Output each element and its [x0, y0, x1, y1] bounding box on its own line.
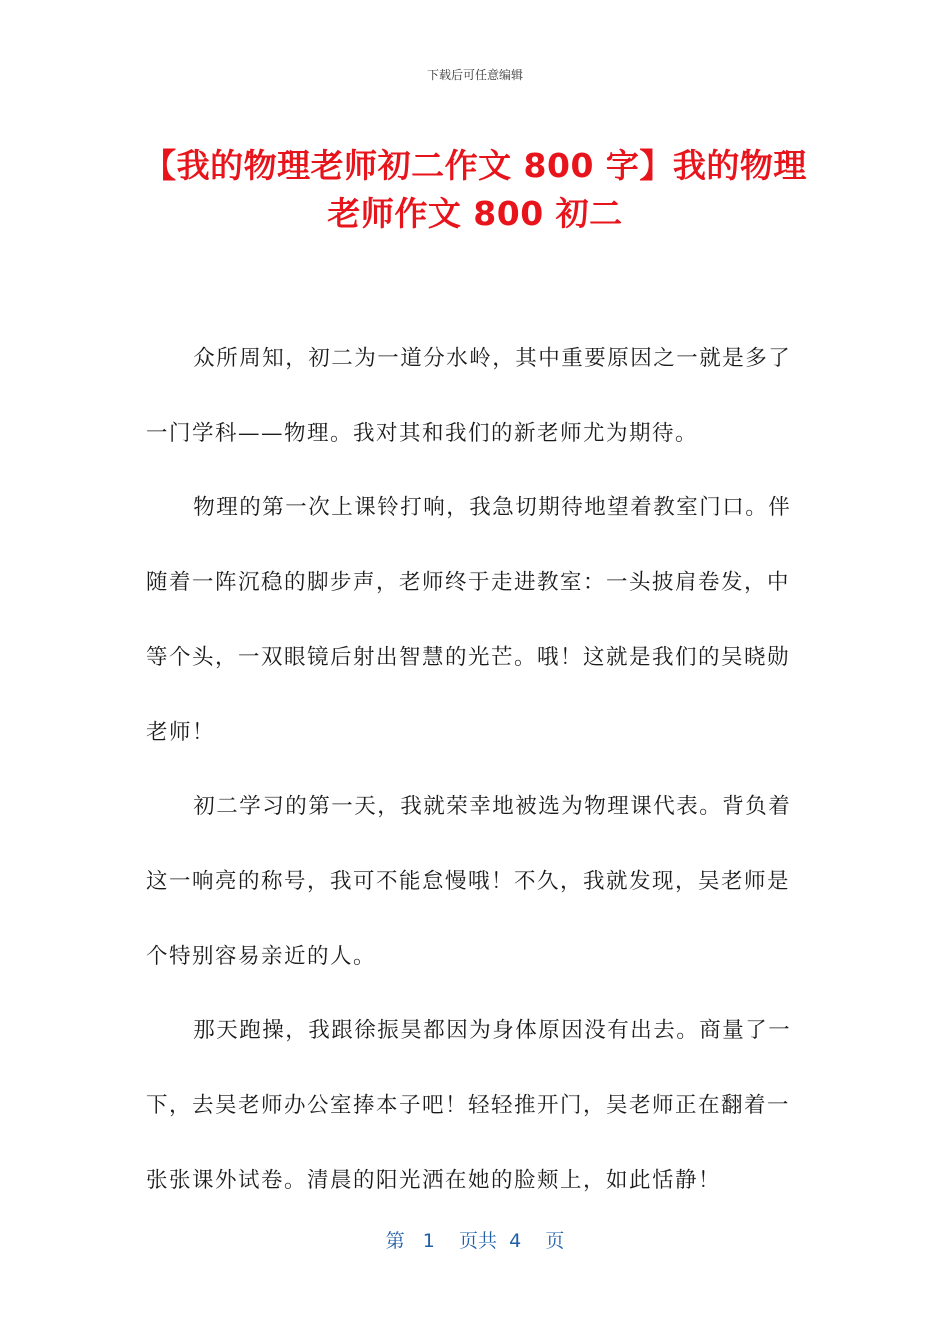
- current-page-number: 1: [422, 1230, 435, 1252]
- page-suffix: 页: [545, 1230, 565, 1252]
- paragraph: 那天跑操，我跟徐振昊都因为身体原因没有出去。商量了一下，去吴老师办公室捧本子吧！轻轻推开门，吴老师正在翻着一张张课外试卷。清晨的阳光洒在她的脸颊上，如此恬静！: [146, 1018, 792, 1193]
- page-middle: 页共: [459, 1230, 498, 1252]
- page-prefix: 第: [385, 1230, 405, 1252]
- document-body: [146, 322, 806, 1218]
- header-note: 下载后可任意编辑: [426, 68, 523, 82]
- total-pages-number: 4: [509, 1230, 522, 1252]
- document-title: 【我的物理老师初二作文 800 字】我的物理老师作文 800 初二: [143, 146, 807, 233]
- paragraph: 众所周知，初二为一道分水岭，其中重要原因之一就是多了一门学科——物理。我对其和我们的新老师尤为期待。: [146, 346, 792, 446]
- paragraph: 初二学习的第一天，我就荣幸地被选为物理课代表。背负着这一响亮的称号，我可不能怠慢哦！不久，我就发现，吴老师是个特别容易亲近的人。: [146, 794, 792, 969]
- page-footer: [0, 1226, 950, 1253]
- paragraph: 物理的第一次上课铃打响，我急切期待地望着教室门口。伴随着一阵沉稳的脚步声，老师终于走进教室：一头披肩卷发，中等个头，一双眼镜后射出智慧的光芒。哦！这就是我们的吴晓勋老师！: [146, 495, 792, 745]
